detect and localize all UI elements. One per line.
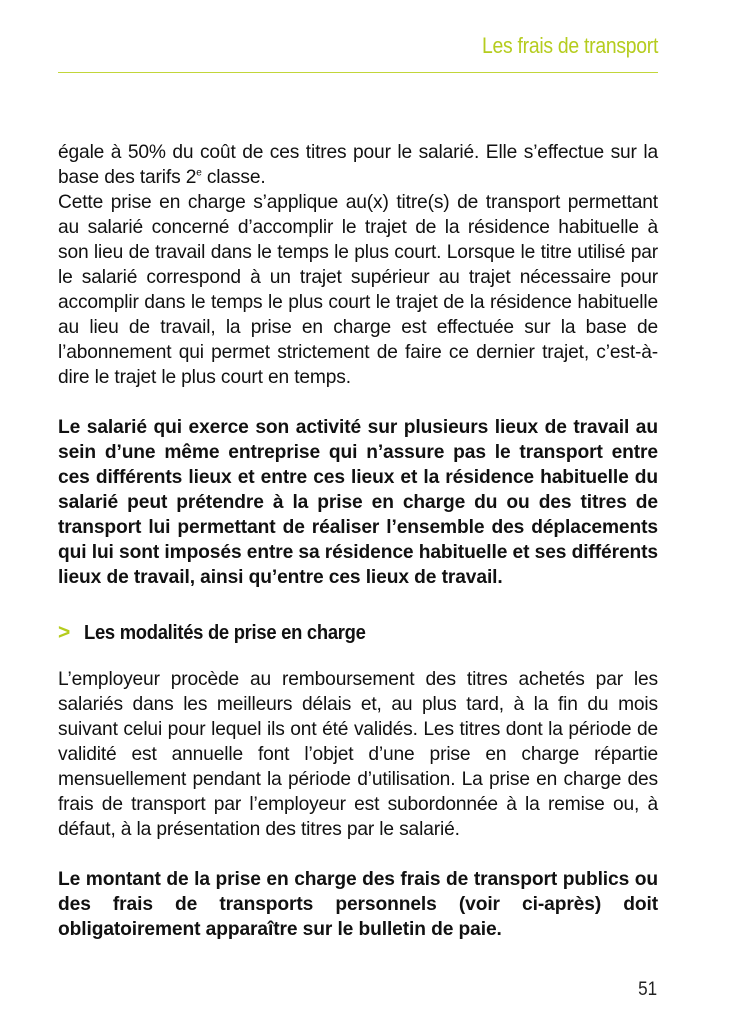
paragraph-2: Cette prise en charge s’applique au(x) titre(s) de transport permettant au salarié concerné d’accomplir le trajet de la résidence habituelle à son lieu de travail dans le temps le plus court. Lorsque le titre utilisé par le salarié correspond à un trajet supérieur au trajet nécessaire pour accomplir dans le temps le plus court le trajet de la résidence habituelle au lieu de travail, la prise en charge est effectuée sur la base de l’abonnement qui permet strictement de faire ce dernier trajet, c’est-à-dire le trajet le plus court en temps. bbox=[58, 192, 658, 388]
header-rule bbox=[58, 72, 658, 73]
chevron-right-icon: > bbox=[58, 621, 71, 644]
page-number: 51 bbox=[637, 979, 657, 1000]
paragraph-3-bold: Le salarié qui exerce son activité sur plusieurs lieux de travail au sein d’une même entreprise qui n’assure pas le transport entre ces différents lieux et entre ces lieux et la résidence habituelle du salarié peut prétendre à la prise en charge du ou des titres de transport lui permettant de réaliser l’ensemble des déplacements qui lui sont imposés entre sa résidence habituelle et ses différents lieux de travail, ainsi qu’entre ces lieux de travail. bbox=[58, 417, 658, 588]
paragraph-4: L’employeur procède au remboursement des titres achetés par les salariés dans les meilleurs délais et, au plus tard, à la fin du mois suivant celui pour lequel ils ont été validés. Les titres dont la période de validité est annuelle font l’objet d’une prise en charge répartie mensuellement pendant la période d’utilisation. La prise en charge des frais de transport par l’employeur est subordonnée à la remise ou, à défaut, à la présentation des titres par le salarié. bbox=[58, 669, 658, 840]
paragraph-spacer bbox=[58, 590, 658, 615]
section-title: Les modalités de prise en charge bbox=[84, 622, 366, 644]
paragraph-spacer bbox=[58, 842, 658, 867]
paragraph-1 bbox=[58, 140, 658, 190]
page-body bbox=[58, 140, 658, 942]
running-header-title: Les frais de transport bbox=[481, 33, 658, 58]
section-heading bbox=[58, 621, 658, 645]
paragraph-1-text-end: classe. bbox=[201, 167, 266, 188]
paragraph-spacer bbox=[58, 390, 658, 415]
paragraph-1-superscript: e bbox=[196, 167, 202, 179]
paragraph-5-bold: Le montant de la prise en charge des frais de transport publics ou des frais de transports personnels (voir ci-après) doit obligatoirement apparaître sur le bulletin de paie. bbox=[58, 869, 658, 940]
paragraph-1-text: égale à 50% du coût de ces titres pour le salarié. Elle s’effectue sur la base des tarifs 2 bbox=[58, 142, 658, 188]
